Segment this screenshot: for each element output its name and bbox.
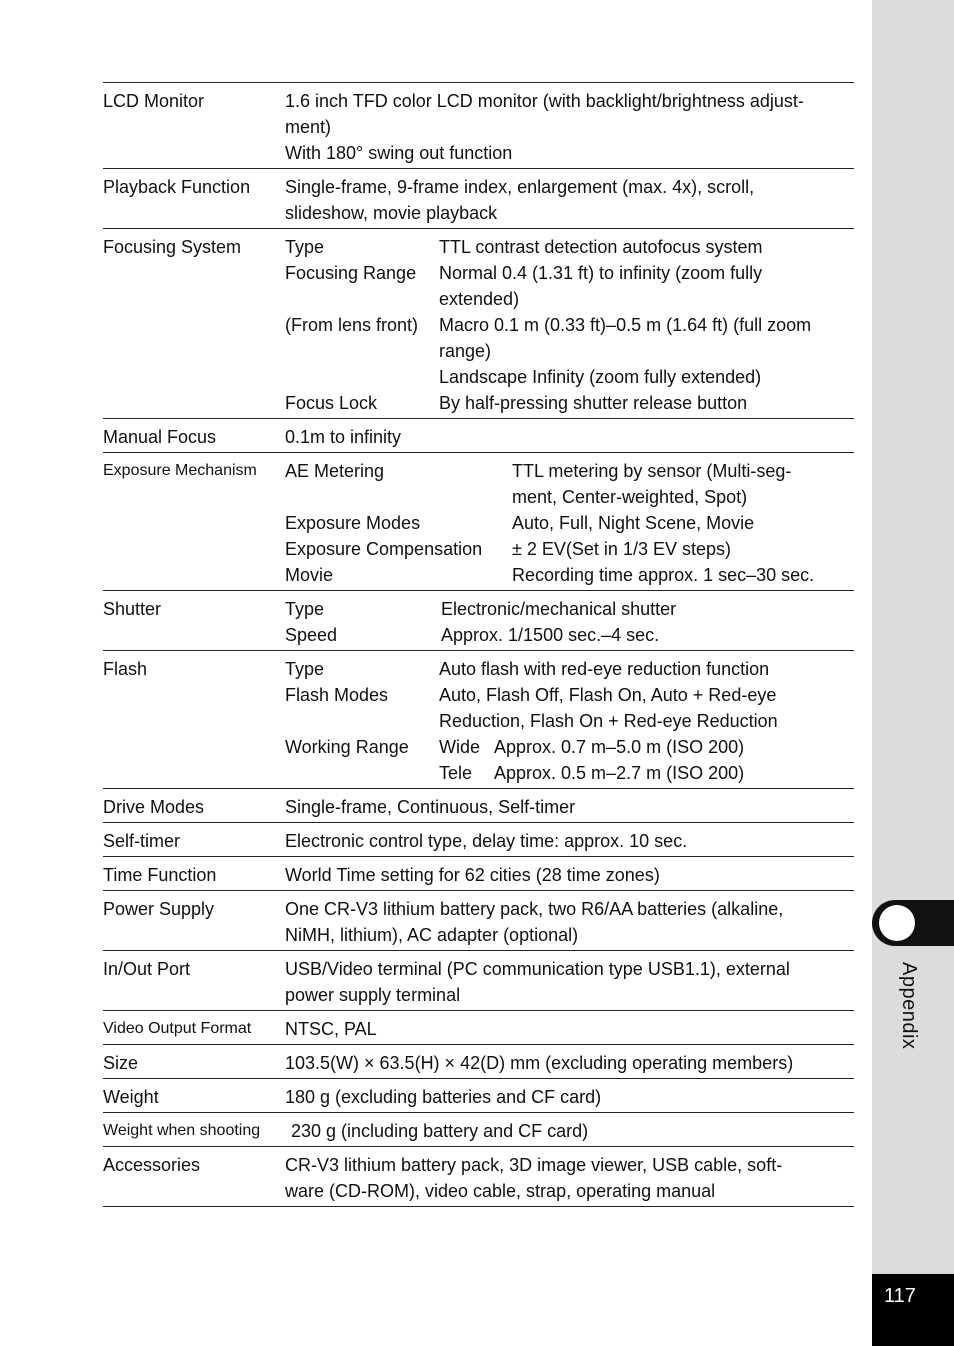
sub-value: Auto, Flash Off, Flash On, Auto + Red-eye (439, 685, 777, 705)
section-tab-dot (879, 905, 915, 941)
range-value: Approx. 0.7 m–5.0 m (ISO 200) (494, 737, 745, 757)
sub-key: Flash Modes (285, 685, 389, 705)
sub-value: Approx. 1/1500 sec.–4 sec. (441, 625, 660, 645)
sub-key: Exposure Compensation (285, 539, 483, 559)
sub-value: ± 2 EV(Set in 1/3 EV steps) (512, 539, 731, 559)
spec-value (285, 1152, 854, 1204)
sub-key: Type (285, 599, 325, 619)
spec-label: Exposure Mechanism (103, 462, 257, 479)
spec-value: 0.1m to infinity (285, 427, 402, 447)
sub-key: AE Metering (285, 461, 385, 481)
spec-label: Size (103, 1053, 139, 1073)
spec-line: CR-V3 lithium battery pack, 3D image viewer, USB cable, soft- (285, 1155, 783, 1175)
spec-row-video-output (103, 1011, 854, 1045)
spec-label: Video Output Format (103, 1020, 252, 1037)
spec-label: Accessories (103, 1155, 201, 1175)
spec-row-accessories (103, 1147, 854, 1207)
spec-line: power supply terminal (285, 985, 461, 1005)
sub-value: range) (439, 341, 492, 361)
spec-value: World Time setting for 62 cities (28 time zones) (285, 865, 660, 885)
spec-row-shutter (103, 591, 854, 651)
spec-label: Time Function (103, 865, 217, 885)
spec-label: Playback Function (103, 177, 251, 197)
sub-value: Electronic/mechanical shutter (441, 599, 677, 619)
spec-value (285, 88, 854, 166)
sub-key: (From lens front) (285, 315, 419, 335)
sub-value: Landscape Infinity (zoom fully extended) (439, 367, 762, 387)
range-key: Wide (439, 737, 481, 757)
sub-value: ment, Center-weighted, Spot) (512, 487, 748, 507)
spec-row-drive-modes (103, 789, 854, 823)
spec-value: 180 g (excluding batteries and CF card) (285, 1087, 602, 1107)
sub-value: TTL metering by sensor (Multi-seg- (512, 461, 792, 481)
sub-value: Normal 0.4 (1.31 ft) to infinity (zoom fully (439, 263, 763, 283)
spec-row-weight-shooting (103, 1113, 854, 1147)
spec-row-io-port (103, 951, 854, 1011)
sub-key: Type (285, 659, 325, 679)
spec-row-weight (103, 1079, 854, 1113)
sub-value: extended) (439, 289, 520, 309)
spec-label: Power Supply (103, 899, 215, 919)
spec-value: Single-frame, Continuous, Self-timer (285, 797, 576, 817)
section-label: Appendix (898, 962, 920, 1050)
spec-label: LCD Monitor (103, 91, 205, 111)
spec-line: NiMH, lithium), AC adapter (optional) (285, 925, 579, 945)
sub-value: Macro 0.1 m (0.33 ft)–0.5 m (1.64 ft) (full zoom (439, 315, 812, 335)
spec-line: ware (CD-ROM), video cable, strap, operating manual (285, 1181, 716, 1201)
range-value: Approx. 0.5 m–2.7 m (ISO 200) (494, 763, 745, 783)
spec-label: Shutter (103, 599, 162, 619)
spec-row-power-supply (103, 891, 854, 951)
sub-key: Focusing Range (285, 263, 417, 283)
spec-row-size (103, 1045, 854, 1079)
sub-key: Type (285, 237, 325, 257)
spec-value: NTSC, PAL (285, 1019, 377, 1039)
spec-value (285, 956, 854, 1008)
sub-value: Reduction, Flash On + Red-eye Reduction (439, 711, 778, 731)
spec-label: Drive Modes (103, 797, 205, 817)
page-number: 117 (884, 1285, 916, 1307)
spec-line: One CR-V3 lithium battery pack, two R6/AA batteries (alkaline, (285, 899, 784, 919)
spec-line: 1.6 inch TFD color LCD monitor (with backlight/brightness adjust- (285, 91, 804, 111)
spec-table (103, 82, 854, 1207)
spec-label: In/Out Port (103, 959, 191, 979)
range-key: Tele (439, 763, 473, 783)
spec-line: USB/Video terminal (PC communication type USB1.1), external (285, 959, 790, 979)
spec-label: Focusing System (103, 237, 242, 257)
range-wide (439, 734, 854, 760)
spec-row-flash (103, 651, 854, 789)
spec-value (285, 458, 854, 588)
spec-value (285, 174, 854, 226)
sub-value: Auto flash with red-eye reduction function (439, 659, 770, 679)
sub-key: Exposure Modes (285, 513, 421, 533)
spec-row-time-function (103, 857, 854, 891)
sub-value: Auto, Full, Night Scene, Movie (512, 513, 755, 533)
sub-value: By half-pressing shutter release button (439, 393, 748, 413)
spec-label: Weight when shooting (103, 1122, 261, 1139)
spec-row-manual-focus (103, 419, 854, 453)
spec-line: ment) (285, 117, 332, 137)
spec-value: 230 g (including battery and CF card) (291, 1121, 589, 1141)
sub-key: Movie (285, 565, 334, 585)
spec-row-self-timer (103, 823, 854, 857)
sidebar (872, 0, 954, 1346)
sub-key: Focus Lock (285, 393, 378, 413)
spec-value: 103.5(W) × 63.5(H) × 42(D) mm (excluding operating members) (285, 1053, 794, 1073)
spec-line: With 180° swing out function (285, 143, 513, 163)
spec-line: slideshow, movie playback (285, 203, 498, 223)
spec-row-exposure (103, 453, 854, 591)
range-tele (439, 760, 854, 786)
spec-value (285, 896, 854, 948)
spec-label: Self-timer (103, 831, 181, 851)
spec-label: Weight (103, 1087, 159, 1107)
spec-row-lcd-monitor (103, 83, 854, 169)
spec-value (285, 234, 854, 416)
spec-label: Flash (103, 659, 148, 679)
sub-key: Speed (285, 625, 338, 645)
spec-line: Single-frame, 9-frame index, enlargement (max. 4x), scroll, (285, 177, 755, 197)
spec-value (285, 656, 854, 786)
spec-row-focusing (103, 229, 854, 419)
spec-value (285, 596, 854, 648)
spec-value: Electronic control type, delay time: approx. 10 sec. (285, 831, 688, 851)
sub-key: Working Range (285, 737, 409, 757)
spec-row-playback (103, 169, 854, 229)
sub-value: TTL contrast detection autofocus system (439, 237, 763, 257)
spec-label: Manual Focus (103, 427, 217, 447)
sub-value: Recording time approx. 1 sec–30 sec. (512, 565, 815, 585)
